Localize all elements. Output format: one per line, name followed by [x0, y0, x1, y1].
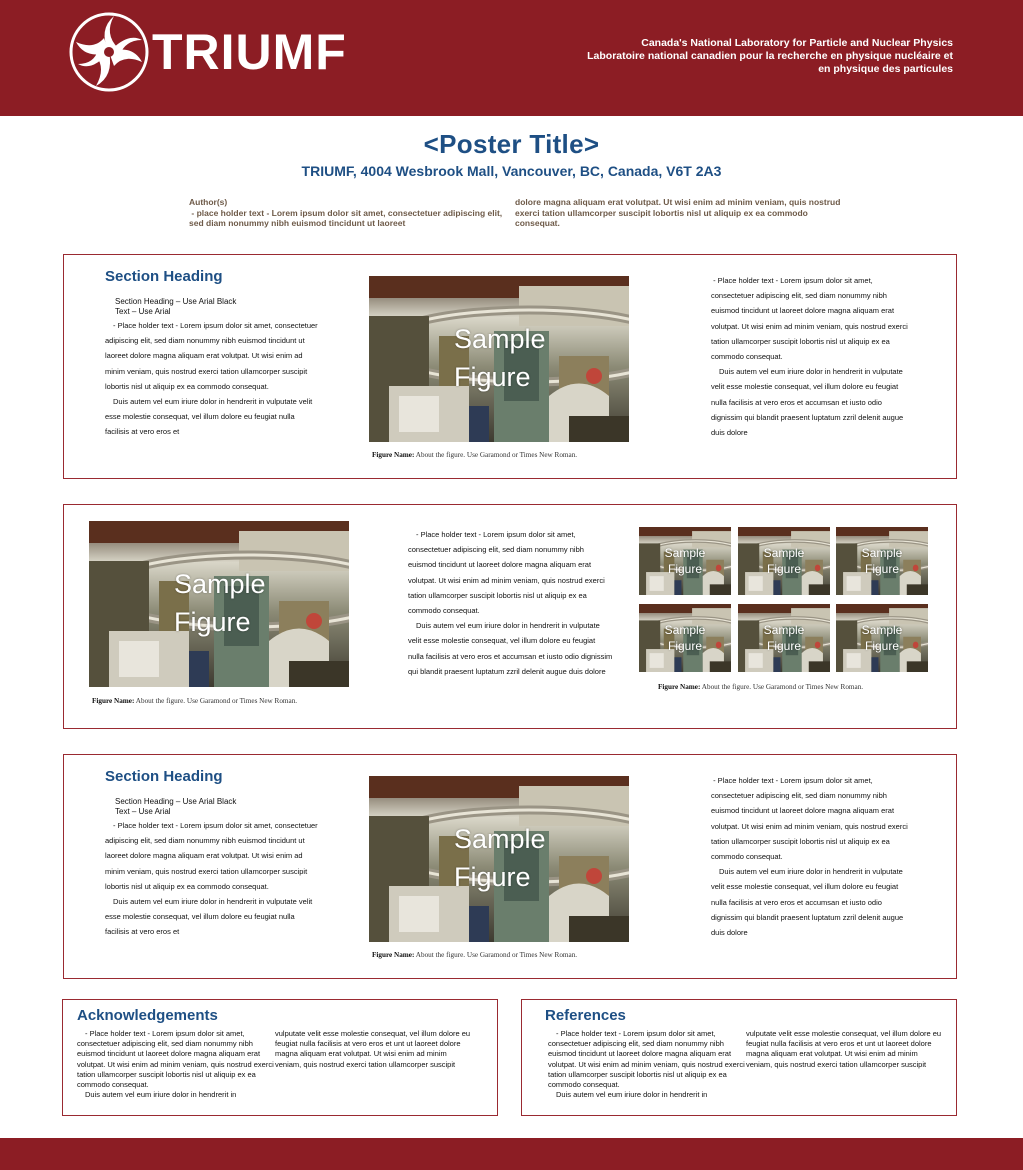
paragraph: Duis autem vel eum iriure dolor in hendrerit in vulputate velit esse molestie consequat, vel illum dolore eu feugiat nulla facilisis at vero eros et accumsan et iusto odio dignissim qui blandit praesent luptatum zzril delenit augue duis dolore	[408, 621, 613, 676]
subheading-line: Text – Use Arial	[115, 807, 171, 816]
figure-caption	[92, 697, 297, 705]
figure-label-line: Sample	[454, 824, 546, 854]
subheading-line: Text – Use Arial	[115, 307, 171, 316]
subheading-line: Section Heading – Use Arial Black	[115, 297, 237, 306]
section-body-text-right	[711, 273, 911, 440]
section-subheading	[115, 797, 236, 817]
tagline-line: Canada's National Laboratory for Particle and Nuclear Physics	[641, 37, 953, 49]
section-body-text	[105, 318, 320, 440]
paragraph: Duis autem vel eum iriure dolor in hendrerit in	[556, 1090, 708, 1100]
figure-label-line: Sample	[763, 546, 805, 560]
acknowledgements-text-col1	[77, 1029, 275, 1100]
figure-label-line: Sample	[861, 546, 903, 560]
figure-label-line: Figure	[766, 639, 801, 653]
logo-wordmark: TRIUMF	[152, 24, 347, 80]
caption-text: About the figure. Use Garamond or Times New Roman.	[701, 683, 864, 691]
figure-caption	[658, 683, 863, 691]
paragraph: Duis autem vel eum iriure dolor in hendrerit in vulputate velit esse molestie consequat, vel illum dolore eu feugiat nulla facilisis at vero eros et accumsan et iusto odio dignissim qui blandit praesent luptatum zzril delenit augue duis dolore	[711, 867, 904, 938]
triumf-logo-icon	[68, 10, 150, 94]
section-heading: Section Heading	[105, 768, 223, 785]
section-body-text-middle	[408, 527, 613, 679]
acknowledgements-heading: Acknowledgements	[77, 1007, 218, 1024]
figure-label-line: Figure	[454, 362, 531, 392]
caption-name: Figure Name:	[372, 951, 415, 959]
figure-label-small	[836, 622, 928, 654]
figure-label-line: Figure	[174, 607, 251, 637]
figure-label-line: Sample	[454, 324, 546, 354]
poster-title: <Poster Title>	[423, 129, 600, 159]
figure-label-small	[738, 545, 830, 577]
paragraph: - Place holder text - Lorem ipsum dolor sit amet, consectetuer adipiscing elit, sed diam nonummy nibh euismod tincidunt ut laoreet dolore magna aliquam erat volutpat. Ut wisi enim ad minim veniam, quis nostrud exerci tation ullamcorper suscipit lobortis nisl ut aliquip ex ea commodo consequat.	[77, 1029, 274, 1090]
paragraph: - Place holder text - Lorem ipsum dolor sit amet, consectetuer adipiscing elit, sed diam nonummy nibh euismod tincidunt ut laoreet dolore magna aliquam erat volutpat. Ut wisi enim ad minim veniam, quis nostrud exerci tation ullamcorper suscipit lobortis nisl ut aliquip ex ea commodo consequat.	[408, 530, 605, 616]
paragraph: - Place holder text - Lorem ipsum dolor sit amet, consectetuer adipiscing elit, sed diam nonummy nibh euismod tincidunt ut laoreet dolore magna aliquam erat volutpat. Ut wisi enim ad minim veniam, quis nostrud exerci tation ullamcorper suscipit lobortis nisl ut aliquip ex ea commodo consequat.	[548, 1029, 745, 1090]
section-body-text-right	[711, 773, 911, 940]
caption-text: About the figure. Use Garamond or Times New Roman.	[415, 451, 578, 459]
figure-label-small	[738, 622, 830, 654]
paragraph: Duis autem vel eum iriure dolor in hendrerit in vulputate velit esse molestie consequat, vel illum dolore eu feugiat nulla facilisis at vero eros et	[105, 397, 313, 437]
figure-label-line: Sample	[664, 546, 706, 560]
figure-label-small	[639, 622, 731, 654]
paragraph: - Place holder text - Lorem ipsum dolor sit amet, consectetuer adipiscing elit, sed diam nonummy nibh euismod tincidunt ut laoreet dolore magna aliquam erat volutpat. Ut wisi enim ad minim veniam, quis nostrud exerci tation ullamcorper suscipit lobortis nisl ut aliquip ex ea commodo consequat.	[105, 321, 318, 391]
caption-name: Figure Name:	[92, 697, 135, 705]
authors-block	[189, 197, 507, 229]
acknowledgements-text-col2	[275, 1029, 475, 1070]
section-subheading	[115, 297, 236, 317]
figure-label-line: Figure	[864, 639, 899, 653]
caption-name: Figure Name:	[372, 451, 415, 459]
caption-text: About the figure. Use Garamond or Times New Roman.	[135, 697, 298, 705]
figure-label-small	[836, 545, 928, 577]
figure-label-line: Sample	[664, 623, 706, 637]
section-body-text	[105, 818, 320, 940]
paragraph: vulputate velit esse molestie consequat, vel illum dolore eu feugiat nulla facilisis at vero eros et unt ut laoreet dolore magna aliquam erat volutpat. Ut wisi enim ad minim veniam, quis nostrud exerci tation ullamcorper suscipit	[746, 1029, 942, 1069]
figure-label	[454, 820, 546, 896]
paragraph: Duis autem vel eum iriure dolor in hendrerit in vulputate velit esse molestie consequat, vel illum dolore eu feugiat nulla facilisis at vero eros et	[105, 897, 313, 937]
subheading-line: Section Heading – Use Arial Black	[115, 797, 237, 806]
paragraph: - Place holder text - Lorem ipsum dolor sit amet, consectetuer adipiscing elit, sed diam nonummy nibh euismod tincidunt ut laoreet dolore magna aliquam erat volutpat. Ut wisi enim ad minim veniam, quis nostrud exerci tation ullamcorper suscipit lobortis nisl ut aliquip ex ea commodo consequat.	[711, 776, 910, 862]
references-text-col1	[548, 1029, 746, 1100]
tagline-line: Laboratoire national canadien pour la recherche en physique nucléaire et	[587, 50, 953, 62]
caption-text: About the figure. Use Garamond or Times New Roman.	[415, 951, 578, 959]
paragraph: vulputate velit esse molestie consequat, vel illum dolore eu feugiat nulla facilisis at vero eros et unt ut laoreet dolore magna aliquam erat volutpat. Ut wisi enim ad minim veniam, quis nostrud exerci tation ullamcorper suscipit	[275, 1029, 471, 1069]
figure-label-line: Sample	[861, 623, 903, 637]
figure-label-line: Sample	[763, 623, 805, 637]
figure-label-line: Sample	[174, 569, 266, 599]
caption-name: Figure Name:	[658, 683, 701, 691]
section-heading: Section Heading	[105, 268, 223, 285]
figure-label-line: Figure	[667, 562, 702, 576]
figure-label	[454, 320, 546, 396]
figure-label-line: Figure	[766, 562, 801, 576]
paragraph: Duis autem vel eum iriure dolor in hendrerit in vulputate velit esse molestie consequat, vel illum dolore eu feugiat nulla facilisis at vero eros et accumsan et iusto odio dignissim qui blandit praesent luptatum zzril delenit augue duis dolore	[711, 367, 904, 438]
figure-caption	[372, 451, 577, 459]
references-heading: References	[545, 1007, 626, 1024]
authors-text-continued: dolore magna aliquam erat volutpat. Ut wisi enim ad minim veniam, quis nostrud exerci tation ullamcorper suscipit lobortis nisl ut aliquip ex ea commodo consequat.	[515, 197, 841, 228]
figure-label	[174, 565, 266, 641]
paragraph: - Place holder text - Lorem ipsum dolor sit amet, consectetuer adipiscing elit, sed diam nonummy nibh euismod tincidunt ut laoreet dolore magna aliquam erat volutpat. Ut wisi enim ad minim veniam, quis nostrud exerci tation ullamcorper suscipit lobortis nisl ut aliquip ex ea commodo consequat.	[105, 821, 318, 891]
figure-label-line: Figure	[864, 562, 899, 576]
lab-tagline	[513, 37, 953, 76]
authors-text: - place holder text - Lorem ipsum dolor sit amet, consectetuer adipiscing elit, sed diam nonummy nibh euismod tincidunt ut laoreet	[189, 207, 505, 228]
tagline-line: en physique des particules	[818, 63, 953, 75]
footer-bar	[0, 1138, 1023, 1170]
references-text-col2	[746, 1029, 946, 1070]
poster-address: TRIUMF, 4004 Wesbrook Mall, Vancouver, BC, Canada, V6T 2A3	[301, 163, 722, 179]
authors-label: Author(s)	[189, 197, 228, 207]
figure-label-small	[639, 545, 731, 577]
paragraph: Duis autem vel eum iriure dolor in hendrerit in	[85, 1090, 237, 1100]
paragraph: - Place holder text - Lorem ipsum dolor sit amet, consectetuer adipiscing elit, sed diam nonummy nibh euismod tincidunt ut laoreet dolore magna aliquam erat volutpat. Ut wisi enim ad minim veniam, quis nostrud exerci tation ullamcorper suscipit lobortis nisl ut aliquip ex ea commodo consequat.	[711, 276, 910, 362]
figure-caption	[372, 951, 577, 959]
figure-label-line: Figure	[454, 862, 531, 892]
figure-label-line: Figure	[667, 639, 702, 653]
